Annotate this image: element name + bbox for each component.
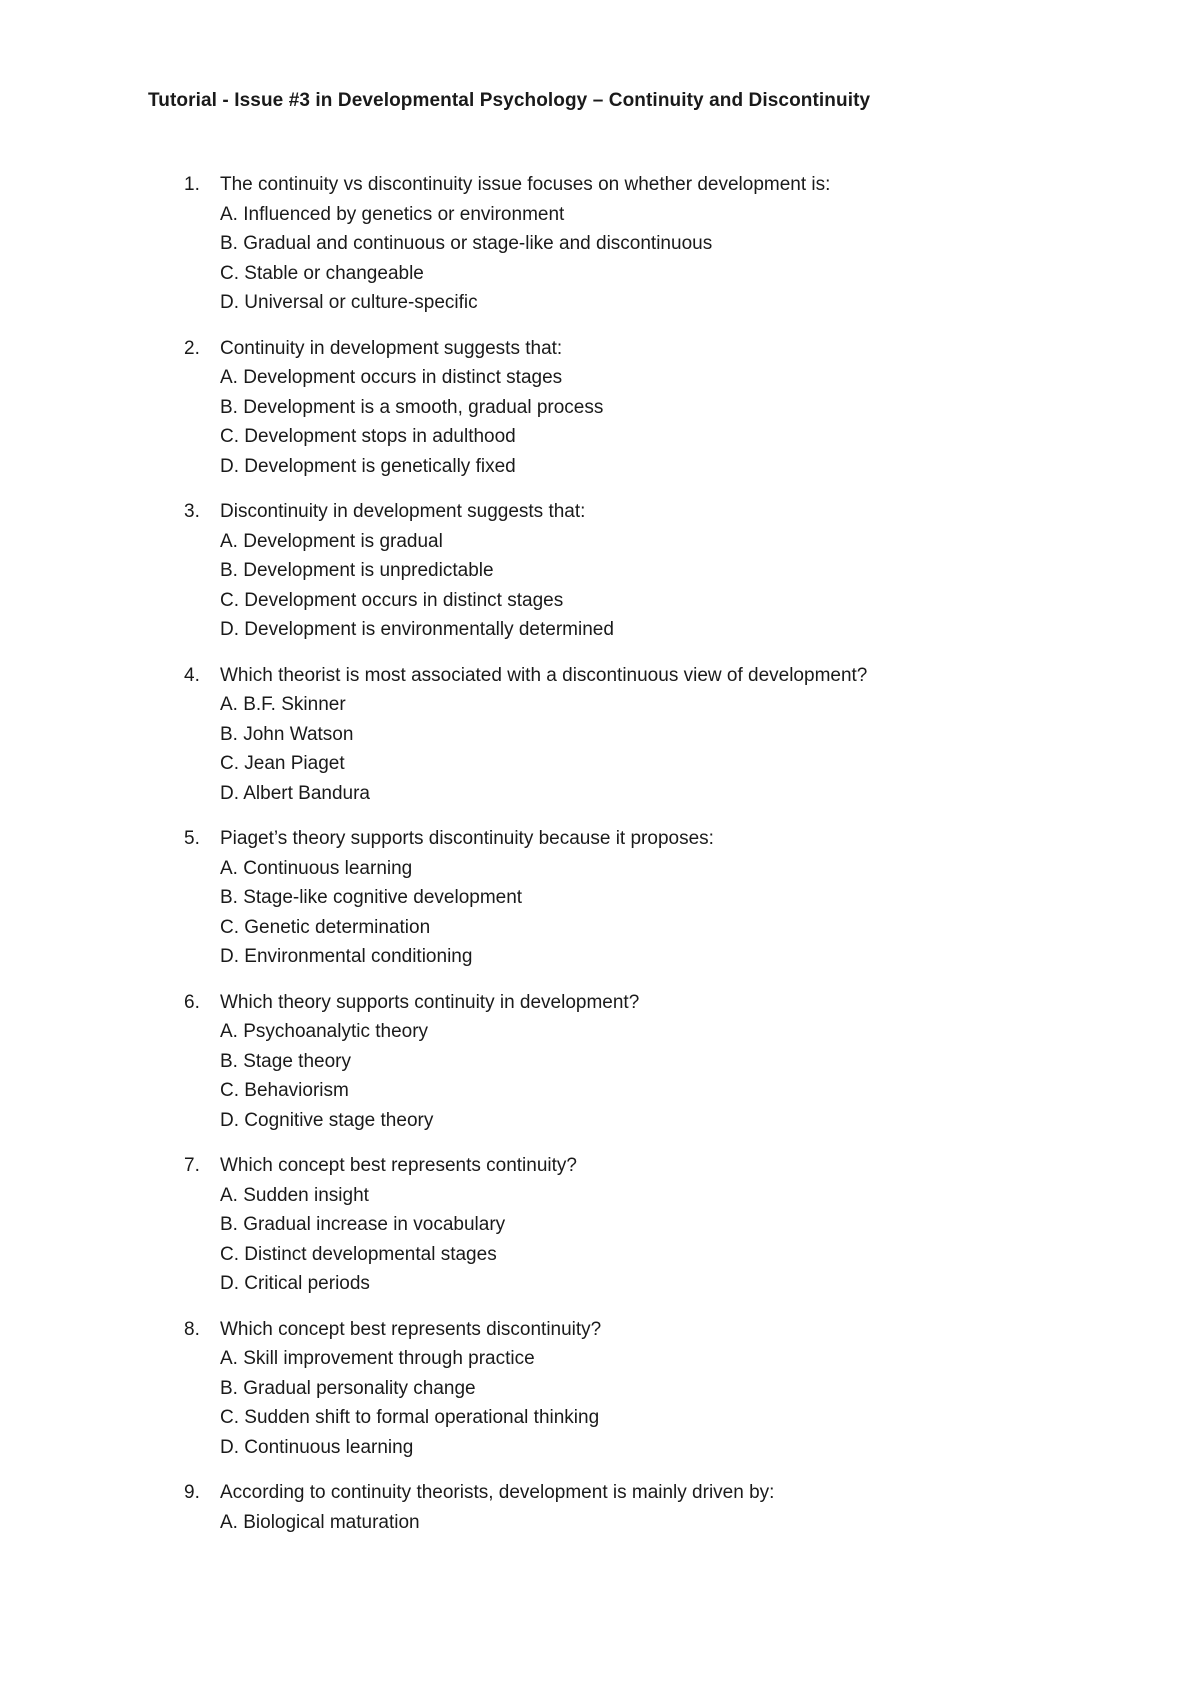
option-list [220, 1344, 1080, 1462]
option-list [220, 527, 1080, 645]
option-c: C. Stable or changeable [220, 262, 424, 284]
option-d: D. Critical periods [220, 1273, 370, 1294]
question-5 [148, 824, 1080, 972]
option-list [220, 854, 1080, 972]
option-d: D. Development is environmentally determined [220, 619, 614, 640]
option-d: D. Continuous learning [220, 1436, 414, 1458]
question-text: Piaget’s theory supports discontinuity because it proposes: [220, 828, 714, 849]
option-c: C. Sudden shift to formal operational thinking [220, 1407, 600, 1428]
option-d: D. Cognitive stage theory [220, 1109, 434, 1131]
question-number: 8. [184, 1318, 200, 1340]
option-c: C. Behaviorism [220, 1080, 349, 1101]
question-number: 1. [184, 174, 200, 195]
option-list [220, 363, 1080, 481]
question-number: 9. [184, 1482, 200, 1503]
question-text: Which theorist is most associated with a discontinuous view of development? [220, 664, 868, 686]
option-c: C. Jean Piaget [220, 753, 345, 774]
option-list [220, 690, 1080, 808]
option-b: B. Stage theory [220, 1050, 351, 1072]
option-a: A. Development occurs in distinct stages [220, 367, 563, 388]
option-a: A. B.F. Skinner [220, 694, 346, 715]
option-list [220, 200, 1080, 318]
option-b: B. Gradual increase in vocabulary [220, 1214, 506, 1235]
option-c: C. Development occurs in distinct stages [220, 589, 564, 611]
option-a: A. Development is gradual [220, 530, 443, 552]
option-b: B. Development is unpredictable [220, 560, 494, 581]
option-a: A. Psychoanalytic theory [220, 1021, 429, 1042]
option-d: D. Development is genetically fixed [220, 455, 516, 477]
question-number: 6. [184, 991, 200, 1013]
question-number: 5. [184, 828, 200, 849]
option-b: B. John Watson [220, 723, 354, 745]
option-c: C. Development stops in adulthood [220, 426, 516, 447]
document-title: Tutorial - Issue #3 in Developmental Psychology – Continuity and Discontinuity [148, 90, 871, 111]
question-text: Which concept best represents continuity? [220, 1155, 577, 1176]
question-text: Discontinuity in development suggests that: [220, 501, 586, 522]
option-list [220, 1508, 1080, 1538]
option-a: A. Biological maturation [220, 1511, 420, 1533]
question-9 [148, 1478, 1080, 1537]
question-text: Which theory supports continuity in development? [220, 991, 640, 1013]
question-7 [148, 1151, 1080, 1299]
question-3 [148, 497, 1080, 645]
question-8 [148, 1315, 1080, 1463]
option-a: A. Skill improvement through practice [220, 1348, 535, 1369]
option-b: B. Gradual and continuous or stage-like and discontinuous [220, 233, 713, 254]
question-number: 2. [184, 337, 200, 359]
option-c: C. Genetic determination [220, 916, 431, 938]
question-2 [148, 334, 1080, 482]
option-a: A. Continuous learning [220, 857, 413, 879]
question-4 [148, 661, 1080, 809]
option-b: B. Stage-like cognitive development [220, 887, 523, 908]
option-b: B. Gradual personality change [220, 1377, 476, 1399]
option-d: D. Environmental conditioning [220, 946, 473, 967]
question-1 [148, 170, 1080, 318]
option-d: D. Albert Bandura [220, 782, 370, 804]
question-6 [148, 988, 1080, 1136]
option-b: B. Development is a smooth, gradual process [220, 396, 604, 418]
question-text: Continuity in development suggests that: [220, 337, 563, 359]
question-number: 4. [184, 664, 200, 686]
option-c: C. Distinct developmental stages [220, 1243, 497, 1265]
question-text: The continuity vs discontinuity issue focuses on whether development is: [220, 174, 831, 195]
option-a: A. Sudden insight [220, 1184, 369, 1206]
question-list [148, 170, 1080, 1537]
question-text: According to continuity theorists, development is mainly driven by: [220, 1482, 775, 1503]
option-a: A. Influenced by genetics or environment [220, 203, 565, 225]
option-d: D. Universal or culture-specific [220, 292, 478, 313]
question-number: 7. [184, 1155, 200, 1176]
question-number: 3. [184, 501, 200, 522]
question-text: Which concept best represents discontinuity? [220, 1318, 602, 1340]
option-list [220, 1017, 1080, 1135]
option-list [220, 1181, 1080, 1299]
